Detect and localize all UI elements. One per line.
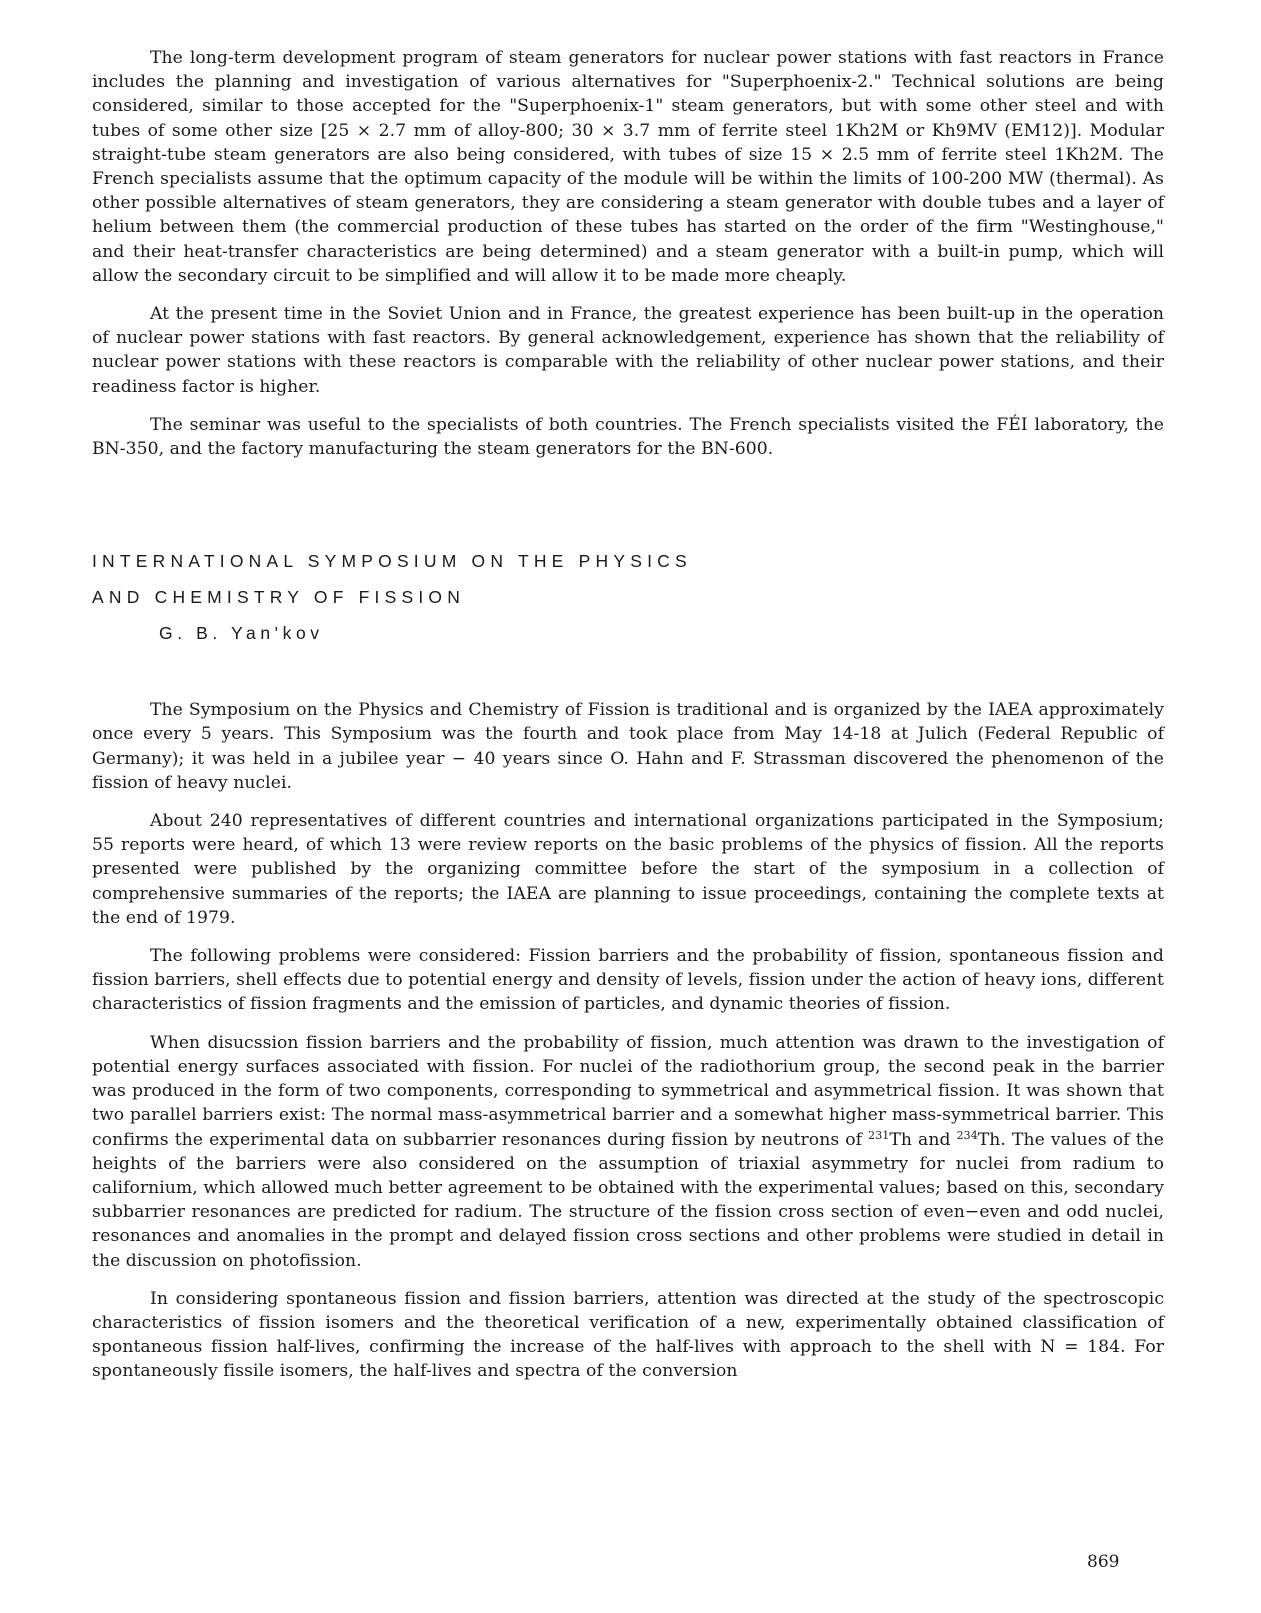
paragraph-experience: At the present time in the Soviet Union and in France, the greatest experience has been built-up in the operation of nuclear power stations with fast reactors. By general acknowledgement, experience has shown that the reliability of nuclear power stations with these reactors is comparable with the reliability of other nuclear power stations, and their readiness factor is higher. [92, 304, 1164, 397]
paragraph-symposium-intro: The Symposium on the Physics and Chemistry of Fission is traditional and is organized by the IAEA approximately once every 5 years. This Symposium was the fourth and took place from May 14-18 at Julich (Federal Republic of Germany); it was held in a jubilee year − 40 years since O. Hahn and F. Strassman discovered the phenomenon of the fission of heavy nuclei. [92, 700, 1164, 793]
page-number: 869 [1087, 1552, 1120, 1572]
document-page [92, 46, 1164, 1398]
section-title-line-2: AND CHEMISTRY OF FISSION [92, 587, 466, 608]
paragraph-participants: About 240 representatives of different countries and international organizations participated in the Symposium; 55 reports were heard, of which 13 were review reports on the basic problems of the physics of fission. All the reports presented were published by the organizing committee before the start of the symposium in a collection of comprehensive summaries of the reports; the IAEA are planning to issue proceedings, containing the complete texts at the end of 1979. [92, 811, 1164, 928]
paragraph-fission-barriers [92, 1031, 1164, 1273]
section-title-line-1: INTERNATIONAL SYMPOSIUM ON THE PHYSICS [92, 551, 692, 572]
paragraph-seminar: The seminar was useful to the specialists of both countries. The French specialists visited the FÉI laboratory, the BN-350, and the factory manufacturing the steam generators for the BN-600. [92, 414, 1164, 460]
isotope-mass-234: 234 [956, 1128, 978, 1142]
isotope-symbol-th-2: Th. [977, 1129, 1006, 1150]
paragraph-problems: The following problems were considered: Fission barriers and the probability of fission, spontaneous fission and fission barriers, shell effects due to potential energy and density of levels, fission under the action of heavy ions, different characteristics of fission fragments and the emission of particles, and dynamic theories of fission. [92, 946, 1164, 1015]
paragraph-spontaneous-fission: In considering spontaneous fission and fission barriers, attention was directed at the study of the spectroscopic characteristics of fission isomers and the theoretical verification of a new, experimentally obtained classification of spontaneous fission half-lives, confirming the increase of the half-lives with approach to the shell with N = 184. For spontaneously fissile isomers, the half-lives and spectra of the conversion [92, 1288, 1164, 1382]
section-author: G. B. Yan'kov [159, 623, 324, 644]
isotope-mass-231: 231 [868, 1128, 890, 1142]
isotope-symbol-th-1: Th and [889, 1129, 957, 1150]
paragraph-steam-generators: The long-term development program of steam generators for nuclear power stations with fast reactors in France includes the planning and investigation of various alternatives for "Superphoenix-2." Technical solutions are being considered, similar to those accepted for the "Superphoenix-1" steam generators, but with some other steel and with tubes of some other size [25 × 2.7 mm of alloy-800; 30 × 3.7 mm of ferrite steel 1Kh2M or Kh9MV (EM12)]. Modular straight-tube steam generators are also being considered, with tubes of size 15 × 2.5 mm of ferrite steel 1Kh2M. The French specialists assume that the optimum capacity of the module will be within the limits of 100-200 MW (thermal). As other possible alternatives of steam generators, they are considering a steam generator with double tubes and a layer of helium between them (the commercial production of these tubes has started on the order of the firm "Westinghouse," and their heat-transfer characteristics are being determined) and a steam generator with a built-in pump, which will allow the secondary circuit to be simplified and will allow it to be made more cheaply. [92, 48, 1164, 286]
paragraph-fission-barriers-part-2: The values of the heights of the barriers were also considered on the assumption of triaxial asymmetry for nuclei from radium to californium, which allowed much better agreement to be obtained with the experimental values; based on this, secondary subbarrier resonances are predicted for radium. The structure of the fission cross section of even−even and odd nuclei, resonances and anomalies in the prompt and delayed fission cross sections and other problems were studied in detail in the discussion on photofission. [92, 1129, 1164, 1271]
paragraph-fission-barriers-part-1: When disucssion fission barriers and the probability of fission, much attention was drawn to the investigation of potential energy surfaces associated with fission. For nuclei of the radiothorium group, the second peak in the barrier was produced in the form of two components, corresponding to symmetrical and asymmetrical fission. It was shown that two parallel barriers exist: The normal mass-asymmetrical barrier and a somewhat higher mass-symmetrical barrier. This confirms the experimental data on subbarrier resonances during fission by neutrons of [92, 1032, 1164, 1150]
section-title [92, 543, 1164, 615]
